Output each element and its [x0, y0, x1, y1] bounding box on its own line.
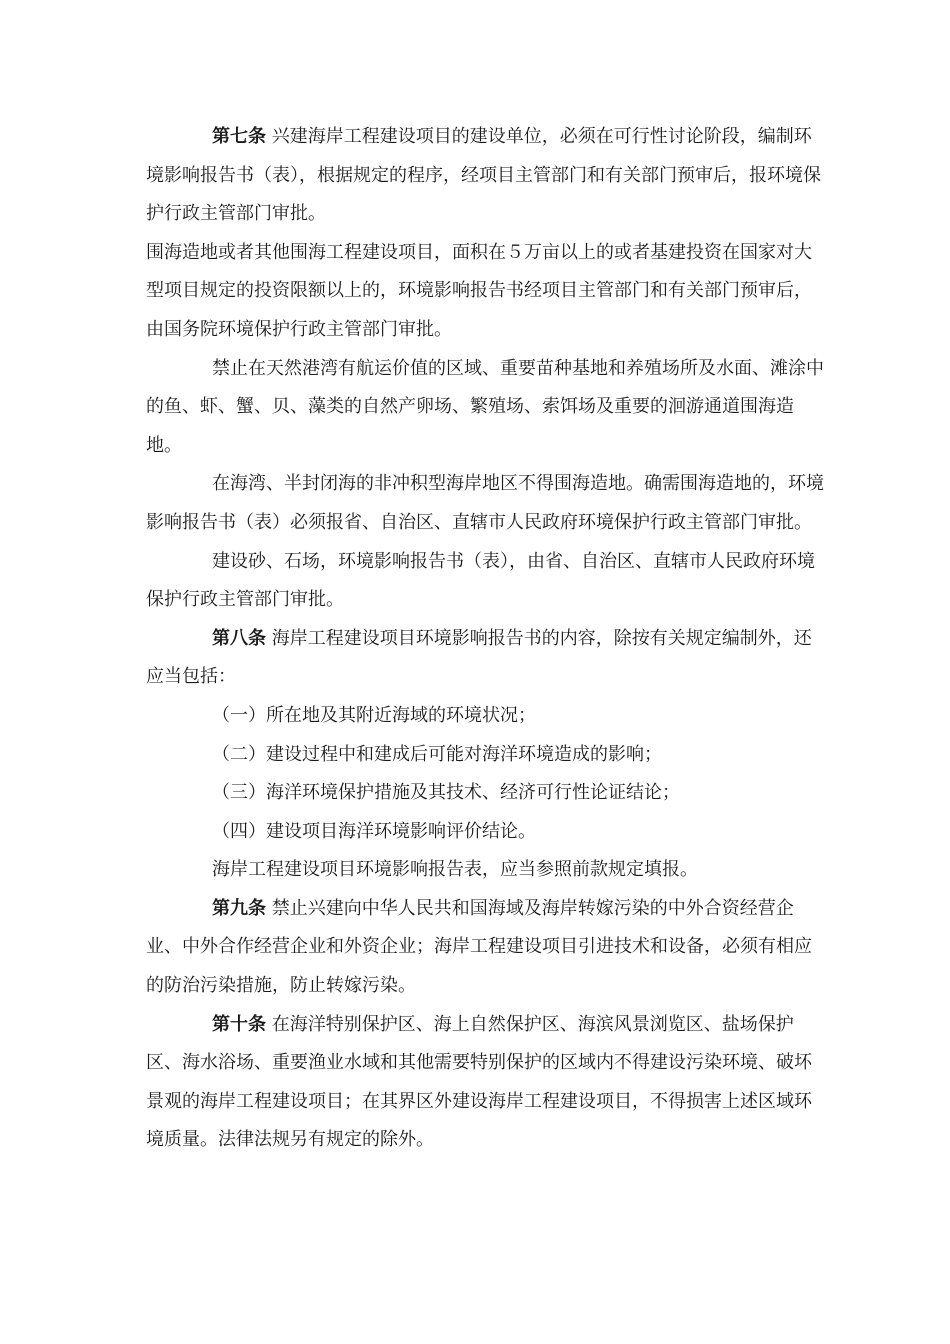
article-8-item-1: （一）所在地及其附近海域的环境状况； [212, 704, 536, 726]
article-7-paragraph-4: 在海湾、半封闭海的非冲积型海岸地区不得围海造地。确需围海造地的，环境影响报告书（表）必须报省、自治区、直辖市人民政府环境保护行政主管部门审批。 [146, 473, 824, 533]
article-8-item-3: （三）海洋环境保护措施及其技术、经济可行性论证结论； [212, 782, 680, 804]
article-7-label: 第七条 [212, 126, 266, 147]
article-9-label: 第九条 [212, 897, 266, 919]
article-7-paragraph [146, 118, 826, 234]
article-8-paragraph-tail: 海岸工程建设项目环境影响报告表，应当参照前款规定填报。 [212, 859, 698, 881]
document-body [146, 118, 826, 1160]
article-7-paragraph-5: 建设砂、石场，环境影响报告书（表），由省、自治区、直辖市人民政府环境保护行政主管部门审批。 [146, 550, 815, 611]
article-8-paragraph [146, 620, 826, 697]
article-10-paragraph [146, 1006, 826, 1160]
article-7-paragraph-2: 围海造地或者其他围海工程建设项目，面积在５万亩以上的或者基建投资在国家对大型项目规定的投资限额以上的，环境影响报告书经项目主管部门和有关部门预审后，由国务院环境保护行政主管部门审批。 [146, 241, 812, 340]
article-7-paragraph-3: 禁止在天然港湾有航运价值的区域、重要苗种基地和养殖场所及水面、滩涂中的鱼、虾、蟹、贝、藻类的自然产卵场、繁殖场、索饵场及重要的洄游通道围海造地。 [146, 357, 824, 456]
article-8-label: 第八条 [212, 627, 266, 649]
article-8-item-4: （四）建设项目海洋环境影响评价结论。 [212, 820, 536, 842]
article-8-text: 海岸工程建设项目环境影响报告书的内容，除按有关规定编制外，还应当包括： [146, 627, 812, 688]
article-9-paragraph [146, 890, 826, 1006]
article-8-item-2: （二）建设过程中和建成后可能对海洋环境造成的影响； [212, 743, 662, 765]
article-10-label: 第十条 [212, 1013, 266, 1035]
article-10-text: 在海洋特别保护区、海上自然保护区、海滨风景浏览区、盐场保护区、海水浴场、重要渔业水域和其他需要特别保护的区域内不得建设污染环境、破坏景观的海岸工程建设项目；在其界区外建设海岸工程建设项目，不得损害上述区域环境质量。法律法规另有规定的除外。 [146, 1013, 812, 1151]
article-9-text: 禁止兴建向中华人民共和国海域及海岸转嫁污染的中外合资经营企业、中外合作经营企业和外资企业；海岸工程建设项目引进技术和设备，必须有相应的防治污染措施，防止转嫁污染。 [146, 897, 812, 997]
article-7-text: 兴建海岸工程建设项目的建设单位，必须在可行性讨论阶段，编制环境影响报告书（表），根据规定的程序，经项目主管部门和有关部门预审后，报环境保护行政主管部门审批。 [146, 126, 821, 225]
